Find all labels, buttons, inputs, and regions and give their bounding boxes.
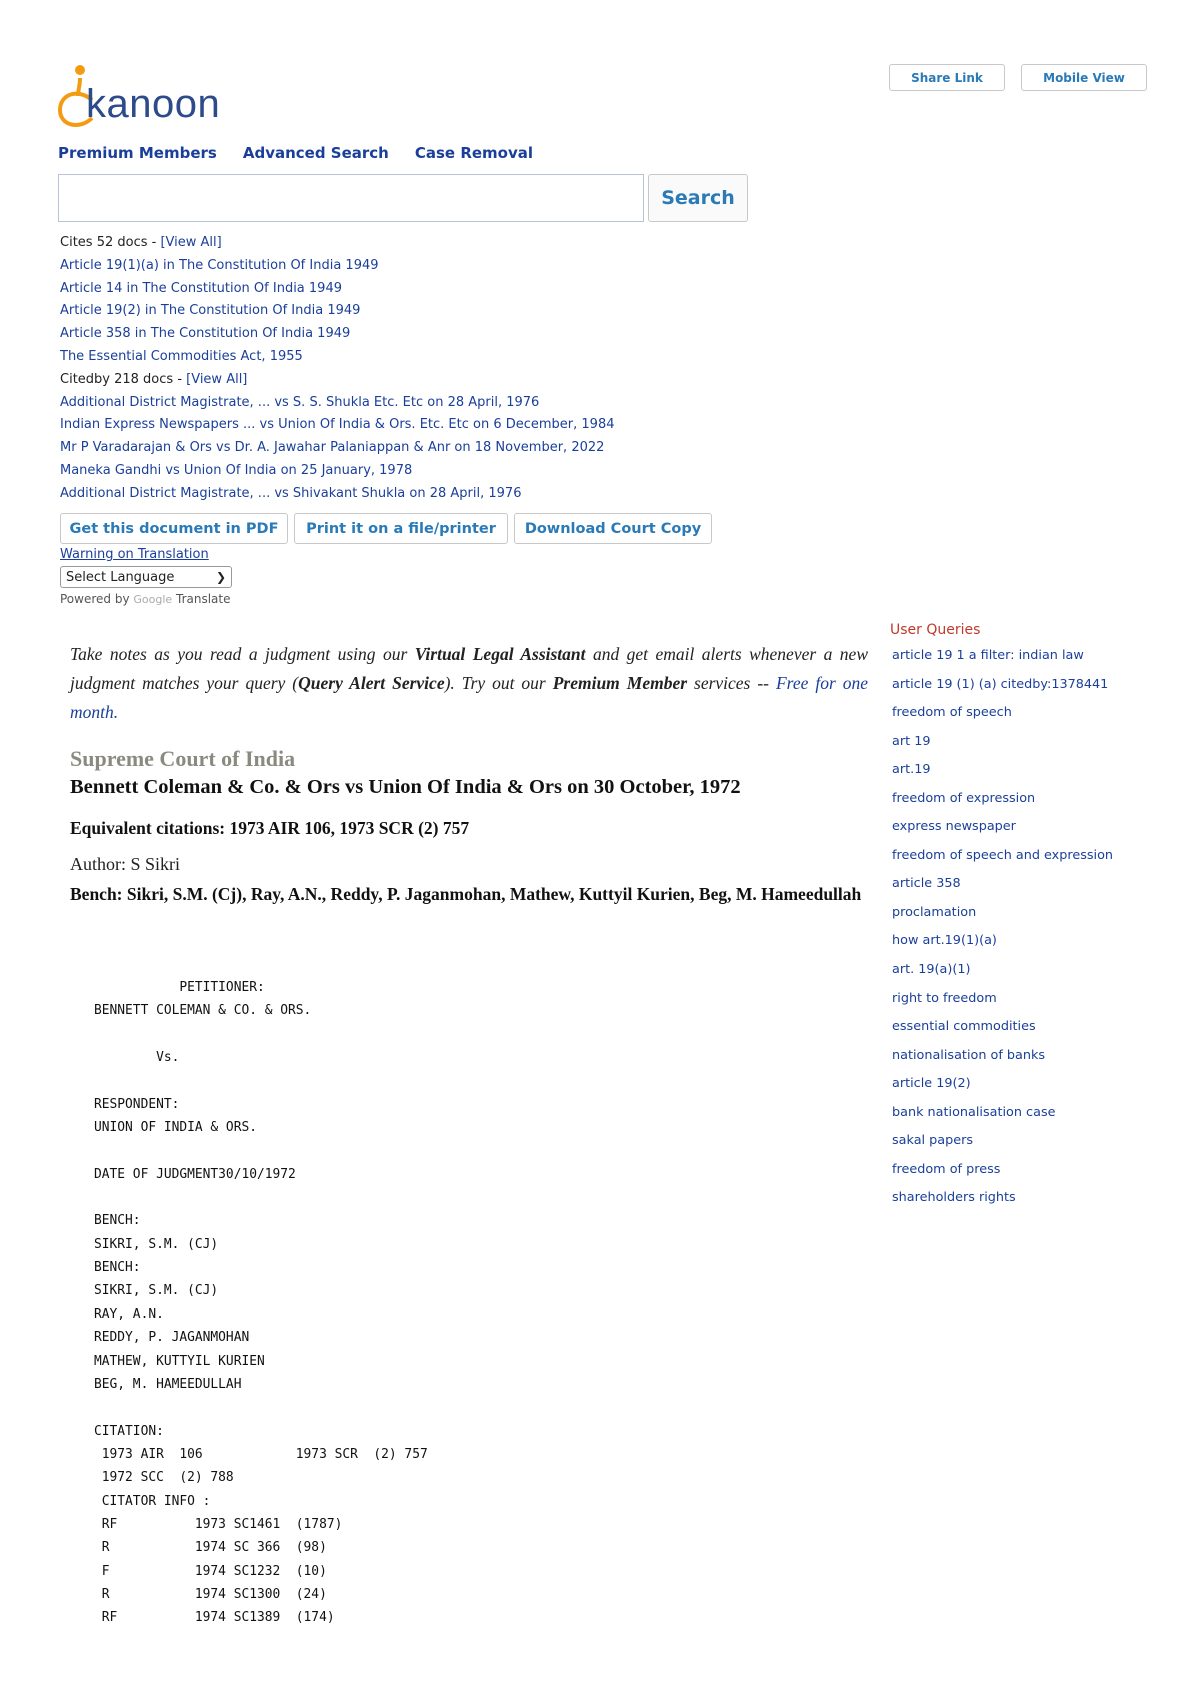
user-query-link[interactable]: sakal papers [892, 1133, 974, 1149]
user-query-link[interactable]: how art.19(1)(a) [892, 933, 997, 949]
cites-header: Cites 52 docs - [View All] [60, 235, 222, 250]
print-button[interactable]: Print it on a file/printer [294, 513, 508, 544]
logo-text: kanoon [86, 82, 221, 126]
user-query-link[interactable]: article 19 (1) (a) citedby:1378441 [892, 676, 1109, 692]
user-query-link[interactable]: nationalisation of banks [892, 1047, 1046, 1063]
nav-premium-members[interactable]: Premium Members [58, 144, 217, 162]
query-alert-service-text: Query Alert Service [298, 673, 445, 693]
citedby-item[interactable]: Additional District Magistrate, ... vs Shivakant Shukla on 28 April, 1976 [60, 485, 522, 501]
equivalent-citations: Equivalent citations: 1973 AIR 106, 1973 SCR (2) 757 [70, 818, 470, 838]
user-query-link[interactable]: express newspaper [892, 819, 1016, 835]
cites-item[interactable]: Article 14 in The Constitution Of India 1949 [60, 280, 342, 296]
cites-item[interactable]: Article 19(2) in The Constitution Of India 1949 [60, 303, 361, 319]
virtual-legal-assistant-text: Virtual Legal Assistant [414, 644, 586, 664]
bench: Bench: Sikri, S.M. (Cj), Ray, A.N., Reddy, P. Jaganmohan, Mathew, Kuttyil Kurien, Beg, M. Hameedullah [70, 884, 862, 904]
top-nav [58, 144, 533, 162]
cites-item[interactable]: Article 358 in The Constitution Of India 1949 [60, 326, 351, 342]
user-query-link[interactable]: article 358 [892, 876, 961, 892]
citedby-item[interactable]: Additional District Magistrate, ... vs S. S. Shukla Etc. Etc on 28 April, 1976 [60, 394, 540, 410]
logo[interactable] [58, 60, 238, 138]
user-query-link[interactable]: freedom of speech and expression [892, 847, 1114, 863]
user-query-link[interactable]: freedom of speech [892, 705, 1012, 721]
powered-by-google: Powered by Google Translate [60, 592, 231, 606]
user-query-link[interactable]: article 19(2) [892, 1076, 971, 1092]
citedby-header: Citedby 218 docs - [View All] [60, 371, 248, 387]
language-select-value: Select Language [66, 569, 175, 585]
cites-item[interactable]: Article 19(1)(a) in The Constitution Of India 1949 [60, 257, 379, 273]
user-queries-list [892, 642, 1113, 1213]
nav-advanced-search[interactable]: Advanced Search [242, 144, 389, 162]
language-select[interactable] [60, 566, 232, 588]
user-query-link[interactable]: shareholders rights [892, 1190, 1016, 1206]
user-query-link[interactable]: bank nationalisation case [892, 1104, 1056, 1120]
promo-text: Take notes as you read a judgment using our Virtual Legal Assistant and get email alerts whenever a new judgment matches your query (Query Alert Service). Try out our Premium Member services -- Free for one month. [70, 644, 868, 722]
pdf-button[interactable]: Get this document in PDF [60, 513, 288, 544]
cites-view-all-link[interactable]: [View All] [160, 235, 222, 250]
user-query-link[interactable]: art.19 [892, 762, 931, 778]
citedby-view-all-link[interactable]: [View All] [186, 371, 248, 387]
translation-warning-link[interactable]: Warning on Translation [60, 547, 209, 562]
free-trial-link[interactable]: Free for one month. [70, 673, 868, 722]
court-name: Supreme Court of India [70, 746, 296, 771]
citedby-item[interactable]: Indian Express Newspapers ... vs Union Of India & Ors. Etc. Etc on 6 December, 1984 [60, 417, 615, 433]
user-query-link[interactable]: right to freedom [892, 990, 997, 1006]
author: Author: S Sikri [70, 854, 181, 874]
cites-panel [60, 232, 615, 506]
user-query-link[interactable]: article 19 1 a filter: indian law [892, 648, 1084, 663]
user-query-link[interactable]: proclamation [892, 904, 977, 920]
search-button[interactable]: Search [648, 174, 748, 222]
download-court-copy-button[interactable]: Download Court Copy [514, 513, 712, 544]
user-query-link[interactable]: freedom of press [892, 1161, 1001, 1177]
share-link-button[interactable]: Share Link [889, 64, 1005, 91]
premium-member-text: Premium Member [552, 673, 688, 693]
user-query-link[interactable]: freedom of expression [892, 790, 1036, 806]
chevron-down-icon: ❯ [215, 570, 226, 584]
user-query-link[interactable]: art. 19(a)(1) [892, 962, 971, 978]
citedby-item[interactable]: Mr P Varadarajan & Ors vs Dr. A. Jawahar Palaniappan & Anr on 18 November, 2022 [60, 440, 605, 456]
user-queries-title: User Queries [890, 622, 981, 638]
citedby-item[interactable]: Maneka Gandhi vs Union Of India on 25 January, 1978 [60, 462, 413, 478]
user-query-link[interactable]: essential commodities [892, 1019, 1036, 1035]
mobile-view-button[interactable]: Mobile View [1021, 64, 1147, 91]
case-title: Bennett Coleman & Co. & Ors vs Union Of India & Ors on 30 October, 1972 [70, 776, 741, 798]
nav-case-removal[interactable]: Case Removal [414, 144, 534, 162]
search-input[interactable] [58, 174, 644, 222]
translate-link[interactable]: Translate [176, 592, 231, 606]
judgment-text: PETITIONER: BENNETT COLEMAN & CO. & ORS. Vs. RESPONDENT: UNION OF INDIA & ORS. DATE OF JUDGMENT30/10/1972 BENCH: SIKRI, S.M. (CJ) BENCH: SIKRI, S.M. (CJ) RAY, A.N. REDDY, P. JAGANMOHAN MATHEW, KUTTYIL KURIEN BEG, M. HAMEEDULLAH CITATION: 1973 AIR 106 1973 SCR (2) 757 1972 SCC (2) 788 CITATOR INFO : RF 1973 SC1461 (1787) R 1974 SC 366 (98) F 1974 SC1232 (10) R 1974 SC1300 (24) RF 1974 SC1389 (174) [94, 980, 428, 1626]
google-logo: Google [133, 593, 173, 606]
user-query-link[interactable]: art 19 [892, 733, 931, 749]
cites-item[interactable]: The Essential Commodities Act, 1955 [60, 348, 303, 364]
